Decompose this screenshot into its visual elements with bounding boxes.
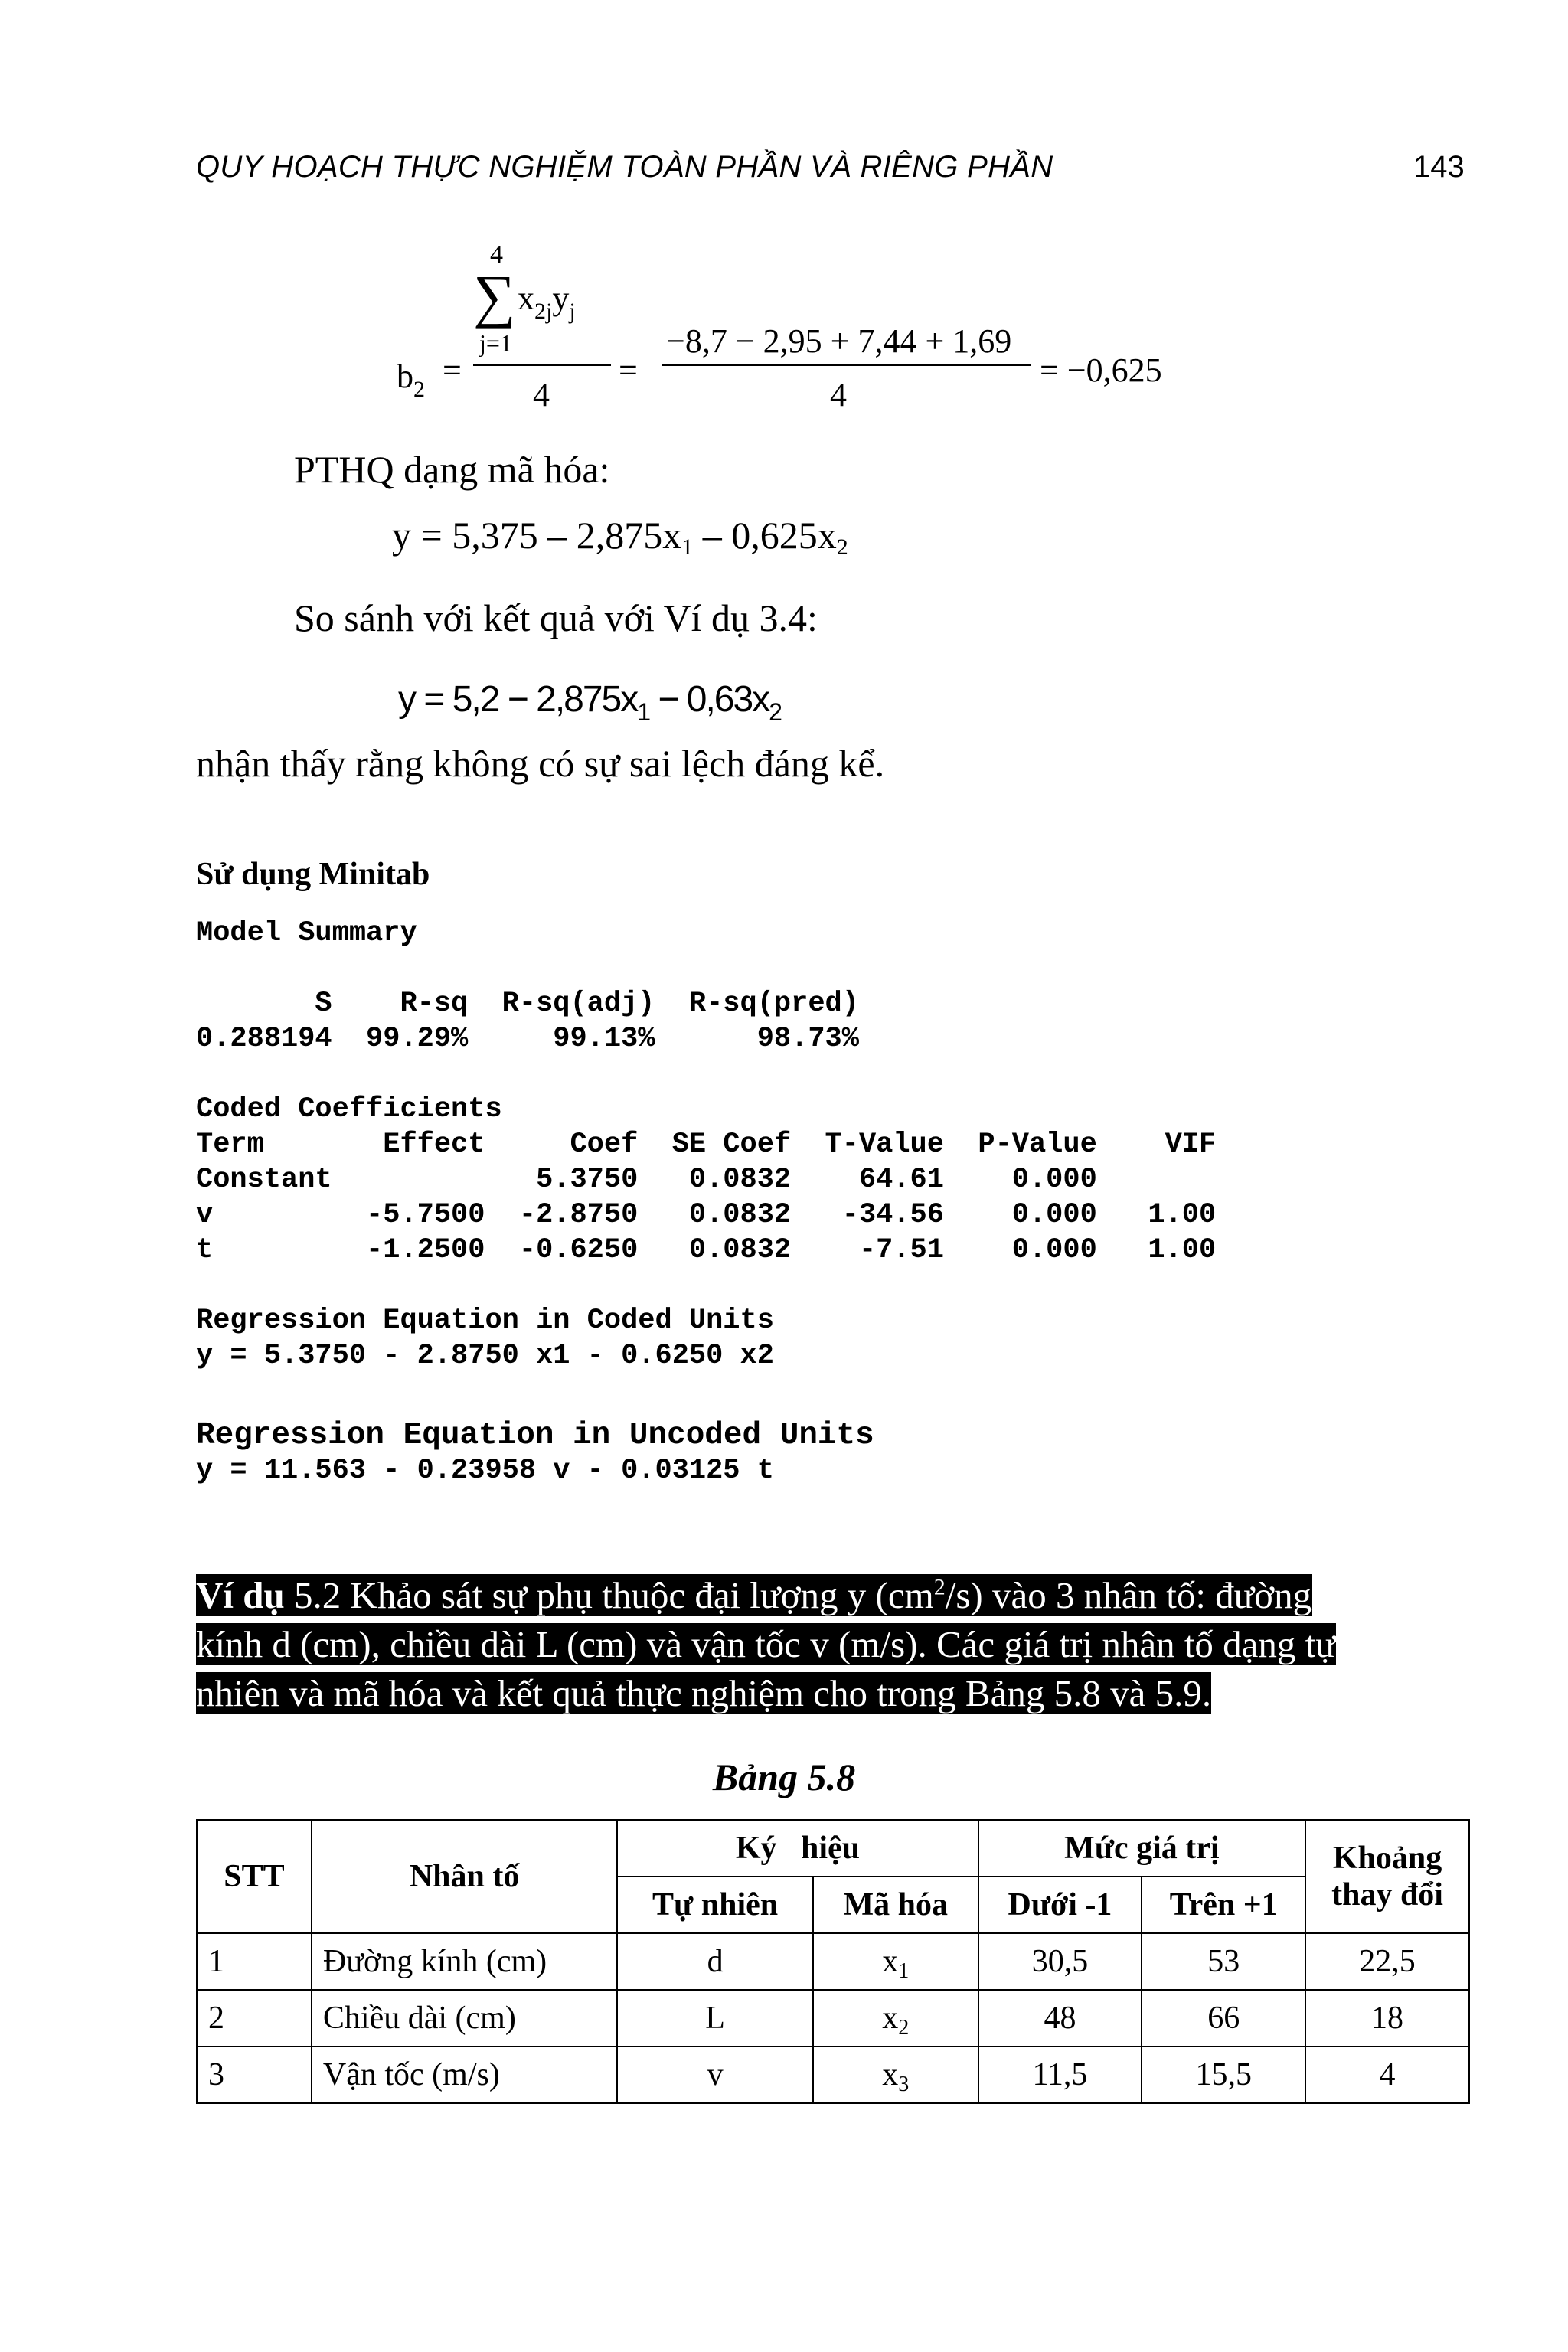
sum-upper-limit: 4 (490, 240, 503, 269)
sigma-symbol: ∑ (473, 263, 516, 329)
header-symbol: Ký hiệu (617, 1820, 978, 1877)
cell-upper: 53 (1142, 1933, 1305, 1990)
fraction-bar (662, 364, 1031, 366)
summary-header: S R-sq R-sq(adj) R-sq(pred) (196, 988, 859, 1020)
header-lower: Dưới -1 (978, 1877, 1142, 1933)
cell-upper: 66 (1142, 1990, 1305, 2047)
cell-factor: Chiều dài (cm) (312, 1990, 617, 2047)
summary-values: 0.288194 99.29% 99.13% 98.73% (196, 1023, 859, 1055)
cell-natural: v (617, 2047, 813, 2103)
cell-upper: 15,5 (1142, 2047, 1305, 2103)
equals-sign: = (619, 351, 638, 389)
cell-natural: L (617, 1990, 813, 2047)
cell-lower: 30,5 (978, 1933, 1142, 1990)
cell-lower: 48 (978, 1990, 1142, 2047)
cell-coded: x1 (813, 1933, 978, 1990)
formula-result: = −0,625 (1040, 351, 1162, 389)
formula-numerator: −8,7 − 2,95 + 7,44 + 1,69 (666, 322, 1012, 360)
formula-lhs: $b_2$ (397, 358, 425, 402)
header-range: Khoảng thay đổi (1305, 1820, 1469, 1933)
conclusion-text: nhận thấy rằng không có sự sai lệch đáng kể. (196, 742, 885, 785)
section-title-minitab: Sử dụng Minitab (196, 857, 430, 892)
formula-b2 (0, 0, 1568, 459)
table-row (197, 2047, 1469, 2103)
header-factor: Nhân tố (312, 1820, 617, 1933)
compare-label: So sánh với kết quả với Ví dụ 3.4: (294, 596, 818, 639)
regression-coded-title: Regression Equation in Coded Units (196, 1305, 774, 1337)
cell-lower: 11,5 (978, 2047, 1142, 2103)
coded-coefficients-title: Coded Coefficients (196, 1093, 502, 1125)
regression-coded-equation: y = 5.3750 - 2.8750 x1 - 0.6250 x2 (196, 1340, 774, 1372)
regression-uncoded-title: Regression Equation in Uncoded Units (196, 1418, 874, 1453)
regression-uncoded-equation: y = 11.563 - 0.23958 v - 0.03125 t (196, 1455, 774, 1487)
pthq-label: PTHQ dạng mã hóa: (294, 448, 610, 491)
running-header-title: QUY HOẠCH THỰC NGHIỆM TOÀN PHẦN VÀ RIÊNG PHẦN (196, 150, 1054, 184)
cell-coded: x3 (813, 2047, 978, 2103)
compare-equation: $y = 5,2 - 2,875x_1 - 0,63x_2$ (398, 679, 781, 726)
table-row (197, 1933, 1469, 1990)
coefficients-header: Term Effect Coef SE Coef T-Value P-Value VIF (196, 1129, 1217, 1161)
header-coded: Mã hóa (813, 1877, 978, 1933)
example-5-2-paragraph (196, 1563, 1473, 1718)
example-line-2: kính d (cm), chiều dài L (cm) và vận tốc v (m/s). Các giá trị nhân tố dạng tự (196, 1623, 1336, 1666)
coefficients-row-constant: Constant 5.3750 0.0832 64.61 0.000 (196, 1164, 1097, 1196)
coefficients-row-t: t -1.2500 -0.6250 0.0832 -7.51 0.000 1.00 (196, 1234, 1217, 1266)
cell-range: 22,5 (1305, 1933, 1469, 1990)
formula-denominator: 4 (830, 376, 847, 413)
example-line-3: nhiên và mã hóa và kết quả thực nghiệm cho trong Bảng 5.8 và 5.9. (196, 1672, 1212, 1715)
example-line-1: Ví dụ 5.2 Khảo sát sự phụ thuộc đại lượng y $(cm^2/s)$ vào 3 nhân tố: đường (196, 1574, 1312, 1617)
sum-term: $x_{2j}y_j$ (518, 279, 576, 324)
table-caption: Bảng 5.8 (712, 1756, 856, 1798)
coded-equation: y = 5,375 – 2,875x1 – 0,625x2 (392, 514, 848, 560)
table-5-8 (196, 1819, 1470, 2104)
equals-sign: = (443, 351, 462, 389)
sum-lower-limit: j=1 (479, 329, 512, 357)
cell-factor: Đường kính (cm) (312, 1933, 617, 1990)
page-number: 143 (1413, 150, 1465, 184)
header-level: Mức giá trị (978, 1820, 1305, 1877)
model-summary-title: Model Summary (196, 917, 417, 949)
cell-natural: d (617, 1933, 813, 1990)
cell-stt: 1 (197, 1933, 312, 1990)
header-upper: Trên +1 (1142, 1877, 1305, 1933)
header-natural: Tự nhiên (617, 1877, 813, 1933)
cell-range: 4 (1305, 2047, 1469, 2103)
header-stt: STT (197, 1820, 312, 1933)
cell-factor: Vận tốc (m/s) (312, 2047, 617, 2103)
fraction-bar (473, 364, 611, 366)
cell-range: 18 (1305, 1990, 1469, 2047)
coefficients-row-v: v -5.7500 -2.8750 0.0832 -34.56 0.000 1.00 (196, 1199, 1217, 1231)
formula-denominator: 4 (533, 376, 550, 413)
cell-stt: 3 (197, 2047, 312, 2103)
cell-coded: x2 (813, 1990, 978, 2047)
cell-stt: 2 (197, 1990, 312, 2047)
table-row (197, 1990, 1469, 2047)
